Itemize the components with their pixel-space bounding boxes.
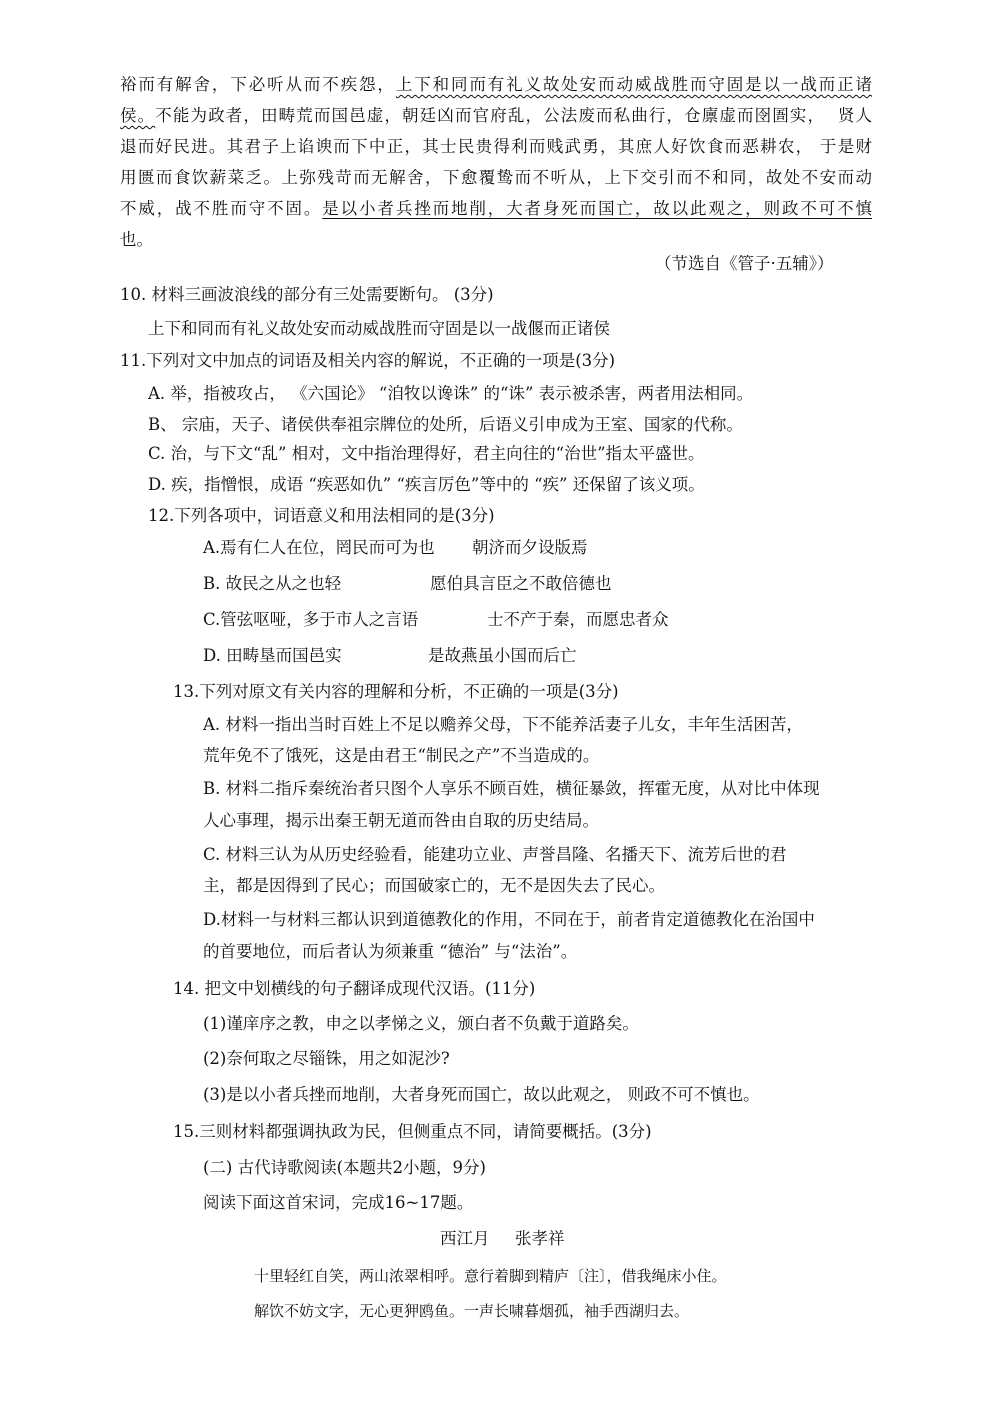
question-14-sentence-2: (2)奈何取之尽锱铢，用之如泥沙? — [203, 1049, 450, 1068]
question-12-option-b-left: B. 故民之从之也轻 — [203, 574, 342, 593]
question-14-stem: 14. 把文中划横线的句子翻译成现代汉语。(11分) — [173, 979, 536, 998]
poem-line-2: 解饮不妨文字，无心更狎鸥鱼。一声长啸暮烟孤，袖手西湖归去。 — [254, 1302, 690, 1320]
passage-source: （节选自《管子·五辅》） — [655, 254, 834, 273]
question-13-option-d-line-2: 的首要地位，而后者认为须兼重 “德治” 与“法治”。 — [203, 942, 578, 961]
passage-wavy-underlined-text: 上下和同而有礼义故处安而动威战胜而守固是以一战而正诸 — [395, 75, 873, 94]
question-11-option-c: C. 治，与下文“乱” 相对，文中指治理得好，君主向往的“治世”指太平盛世。 — [148, 444, 705, 463]
question-11-option-a: A. 举，指被攻占， 《六国论》 “洎牧以谗诛” 的“诛” 表示被杀害，两者用法相同。 — [148, 384, 754, 403]
question-13-option-b-line-2: 人心事理，揭示出秦王朝无道而咎由自取的历史结局。 — [203, 811, 599, 830]
question-13-option-c-line-2: 主，都是因得到了民心；而国破家亡的，无不是因失去了民心。 — [203, 876, 665, 895]
question-13-option-a-line-2: 荒年免不了饿死，这是由君王“制民之产”不当造成的。 — [203, 746, 600, 765]
passage-line-1-plain: 裕而有解舍，下必听从而不疾怨， — [120, 75, 396, 94]
question-12-option-c-right: 士不产于秦，而愿忠者众 — [487, 610, 669, 629]
question-10-stem: 10. 材料三画波浪线的部分有三处需要断句。 (3分) — [120, 285, 494, 304]
question-12-option-c-left: C.管弦呕哑，多于市人之言语 — [203, 610, 419, 629]
poem-line-1: 十里轻红自笑，两山浓翠相呼。意行着脚到精庐〔注〕，借我绳床小住。 — [254, 1267, 727, 1285]
question-11-stem: 11.下列对文中加点的词语及相关内容的解说，不正确的一项是(3分) — [120, 351, 616, 370]
poem-title: 西江月 — [440, 1229, 490, 1248]
question-14-sentence-1: (1)谨庠序之教，申之以孝悌之义，颁白者不负戴于道路矣。 — [203, 1014, 639, 1033]
question-12-option-d-left: D. 田畴垦而国邑实 — [203, 646, 342, 665]
poem-author: 张孝祥 — [515, 1229, 565, 1248]
question-13-option-c-line-1: C. 材料三认为从历史经验看，能建功立业、声誉昌隆、名播天下、流芳后世的君 — [203, 845, 787, 864]
passage-line-6: 也。 — [120, 230, 153, 249]
question-11-option-b: B、 宗庙，天子、诸侯供奉祖宗牌位的处所，后语义引申成为王室、国家的代称。 — [148, 415, 743, 434]
passage-line-4: 用匮而食饮薪菜乏。上弥残苛而无解舍，下愈覆鸷而不听从，上下交引而不和同，故处不安而动 — [120, 168, 872, 187]
question-13-option-a-line-1: A. 材料一指出当时百姓上不足以赡养父母，下不能养活妻子儿女，丰年生活困苦， — [203, 715, 803, 734]
section-2-instruction: 阅读下面这首宋词，完成16~17题。 — [203, 1193, 474, 1212]
question-12-option-a-right: 朝济而夕设版焉 — [472, 538, 588, 557]
passage-line-5-plain: 不威，战不胜而守不固。 — [120, 199, 323, 218]
question-15-stem: 15.三则材料都强调执政为民，但侧重点不同，请简要概括。(3分) — [173, 1122, 652, 1141]
passage-line-5 — [120, 198, 872, 220]
question-14-sentence-3: (3)是以小者兵挫而地削，大者身死而国亡，故以此观之， 则政不可不慎也。 — [203, 1085, 760, 1104]
question-12-option-b-right: 愿伯具言臣之不敢倍德也 — [430, 574, 612, 593]
question-13-option-b-line-1: B. 材料二指斥秦统治者只图个人享乐不顾百姓，横征暴敛，挥霍无度，从对比中体现 — [203, 779, 820, 798]
question-11-option-d: D. 疾，指憎恨，成语 “疾恶如仇” “疾言厉色”等中的 “疾” 还保留了该义项。 — [148, 475, 705, 494]
passage-line-2 — [120, 105, 872, 127]
section-2-heading: (二) 古代诗歌阅读(本题共2小题，9分) — [203, 1158, 486, 1177]
passage-line-1 — [120, 74, 872, 96]
passage-line-2-plain: 不能为政者，田畴荒而国邑虚，朝廷凶而官府乱，公法废而私曲行，仓廪虚而囹圄实， 贤人 — [155, 106, 872, 125]
passage-wavy-underlined-end: 侯。 — [120, 106, 156, 125]
passage-line-3: 退而好民进。其君子上谄谀而下中正，其士民贵得利而贱武勇，其庶人好饮食而恶耕农， 于是财 — [120, 137, 872, 156]
question-12-option-d-right: 是故燕虽小国而后亡 — [428, 646, 577, 665]
question-12-stem: 12.下列各项中，词语意义和用法相同的是(3分) — [148, 506, 495, 525]
passage-underlined-sentence: 是以小者兵挫而地削，大者身死而国亡，故以此观之，则政不可不慎 — [322, 199, 873, 218]
question-13-stem: 13.下列对原文有关内容的理解和分析，不正确的一项是(3分) — [173, 682, 619, 701]
question-12-option-a-left: A.焉有仁人在位，罔民而可为也 — [203, 538, 435, 557]
question-10-text: 上下和同而有礼义故处安而动威战胜而守固是以一战偃而正诸侯 — [148, 319, 610, 338]
question-13-option-d-line-1: D.材料一与材料三都认识到道德教化的作用，不同在于，前者肯定道德教化在治国中 — [203, 910, 815, 929]
